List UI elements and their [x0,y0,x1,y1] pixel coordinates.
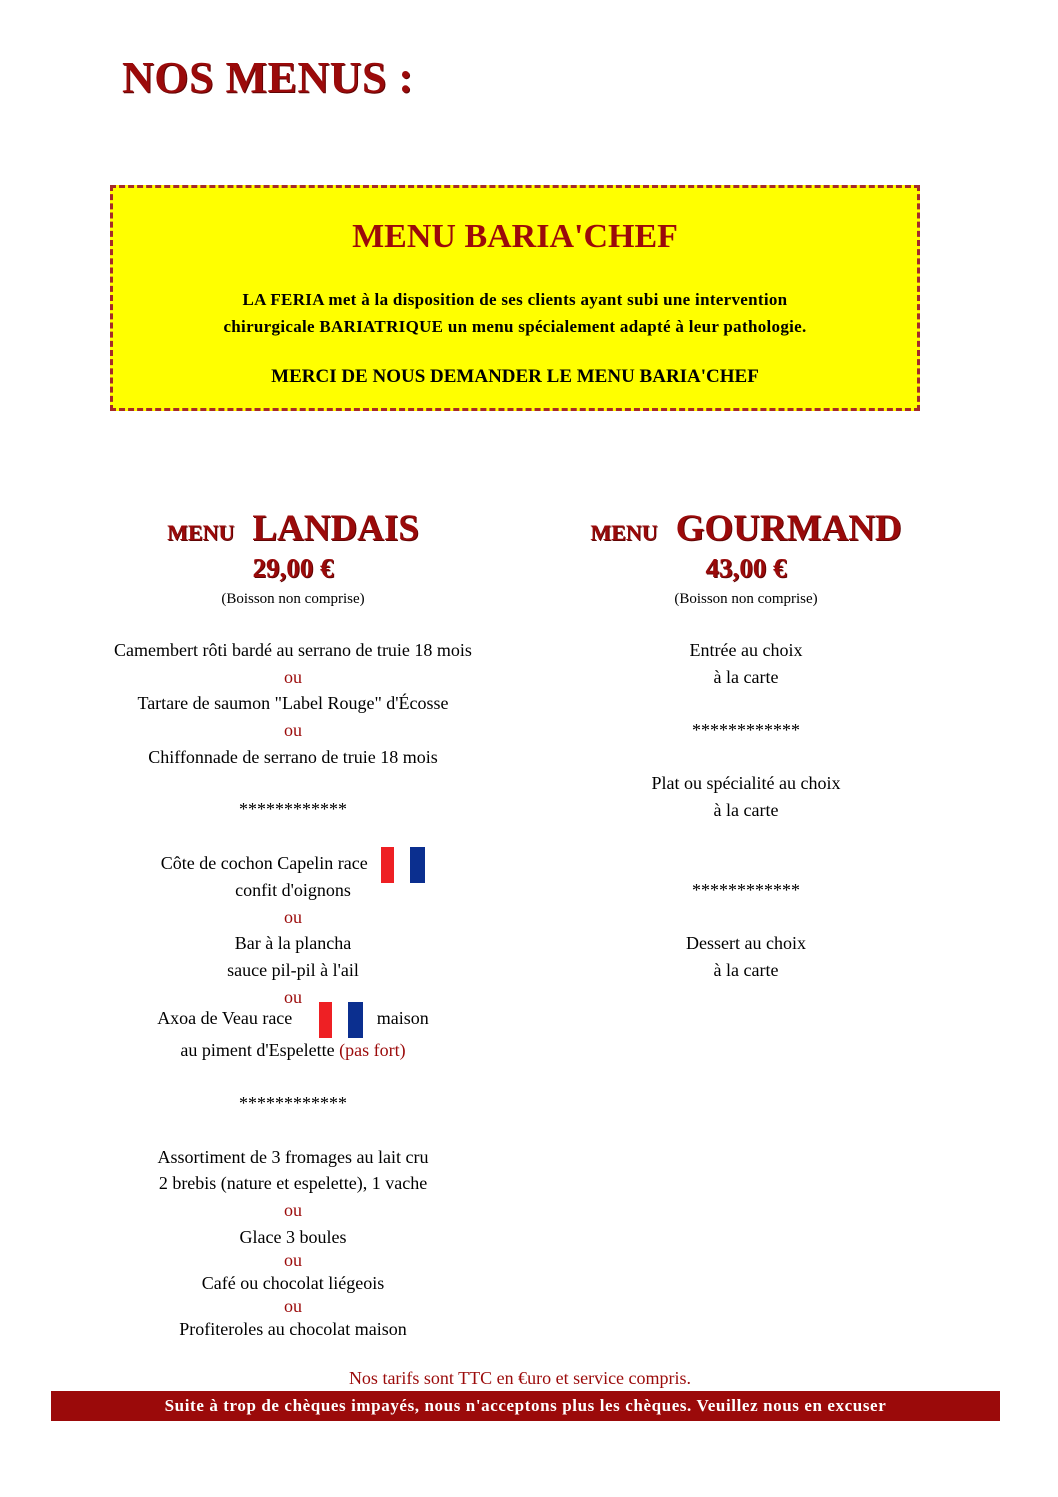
landais-separator-1: ************ [239,799,347,819]
landais-plat-2-line-b: sauce pil-pil à l'ail [227,960,359,980]
menu-gourmand [540,508,952,980]
menu-landais-heading [60,508,526,550]
baria-chef-title: MENU BARIA'CHEF [352,218,678,255]
landais-dessert-1-line-a: Assortiment de 3 fromages au lait cru [157,1147,429,1167]
landais-plat-3-piment: au piment d'Espelette [180,1040,335,1060]
landais-plat-3-line-a [60,1000,526,1036]
landais-plat-2-line-a: Bar à la plancha [234,933,352,953]
menu-landais-drink-note: (Boisson non comprise) [221,591,365,607]
tarifs-note: Nos tarifs sont TTC en €uro et service compris. [348,1368,692,1388]
landais-or-4: ou [284,987,302,1007]
menu-gourmand-heading [540,508,952,550]
landais-or-3: ou [284,907,302,927]
menu-landais-name: LANDAIS [252,508,419,549]
landais-plat-1-text: Côte de cochon Capelin race [160,853,368,873]
landais-entree-3: Chiffonnade de serrano de truie 18 mois [148,747,438,767]
landais-plat-3-suffix: maison [376,1008,429,1028]
gourmand-separator-1: ************ [692,720,800,740]
gourmand-entree-line-a: Entrée au choix [689,640,803,660]
baria-chef-box [110,185,920,411]
landais-or-7: ou [284,1296,302,1316]
french-flag-icon [381,847,425,883]
baria-chef-description [113,286,917,340]
baria-chef-text-line2: chirurgicale BARIATRIQUE un menu spécialement adapté à leur pathologie. [223,317,807,336]
landais-or-1: ou [284,667,302,687]
landais-plat-3-text: Axoa de Veau race [157,1008,293,1028]
gourmand-plat-line-b: à la carte [713,800,779,820]
menu-gourmand-price: 43,00 € [705,553,787,583]
landais-dessert-1-line-b: 2 brebis (nature et espelette), 1 vache [158,1173,428,1193]
landais-entree-2: Tartare de saumon "Label Rouge" d'Écosse [137,693,449,713]
french-flag-icon [319,1002,363,1038]
menu-gourmand-label: MENU [590,520,658,545]
menu-gourmand-name: GOURMAND [675,508,902,549]
baria-chef-request: MERCI DE NOUS DEMANDER LE MENU BARIA'CHEF [271,366,759,387]
cheques-notice: Suite à trop de chèques impayés, nous n'acceptons plus les chèques. Veuillez nous en excuser [51,1391,1000,1421]
baria-chef-text-line1: LA FERIA met à la disposition de ses clients ayant subi une intervention [242,290,788,309]
menu-gourmand-drink-note: (Boisson non comprise) [674,591,818,607]
gourmand-plat-line-a: Plat ou spécialité au choix [651,773,841,793]
page-title: NOS MENUS : [122,53,414,102]
gourmand-separator-2: ************ [692,880,800,900]
gourmand-dessert-line-b: à la carte [713,960,779,980]
gourmand-entree-line-b: à la carte [713,667,779,687]
landais-plat-3-note: (pas fort) [339,1040,406,1060]
landais-separator-2: ************ [239,1093,347,1113]
landais-entree-1: Camembert rôti bardé au serrano de truie 18 mois [114,640,472,660]
landais-dessert-4: Profiteroles au chocolat maison [179,1319,407,1339]
menu-landais-label: MENU [167,520,235,545]
landais-dessert-3: Café ou chocolat liégeois [201,1273,385,1293]
menu-landais [60,508,526,1339]
landais-plat-1-line-b: confit d'oignons [235,880,351,900]
gourmand-dessert-line-a: Dessert au choix [686,933,806,953]
landais-plat-3-line-b [60,1040,526,1061]
landais-plat-1-line-a [60,845,526,881]
landais-or-6: ou [284,1250,302,1270]
menu-landais-price: 29,00 € [252,553,334,583]
landais-dessert-2: Glace 3 boules [239,1227,347,1247]
landais-or-5: ou [284,1200,302,1220]
landais-or-2: ou [284,720,302,740]
